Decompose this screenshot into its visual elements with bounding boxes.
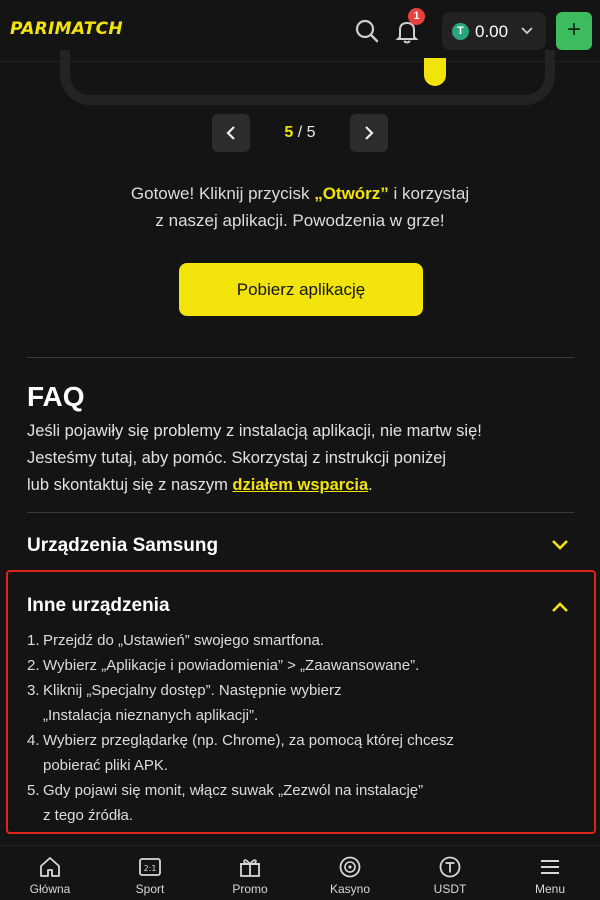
gift-icon [238,855,262,879]
step-number: 4. [27,732,40,749]
slide-separator: / [293,124,307,141]
instruction-steps [27,628,567,828]
faq-line-2: Jesteśmy tutaj, aby pomóc. Skorzystaj z instrukcji poniżej [27,449,447,467]
message-line-2: z naszej aplikacji. Powodzenia w grze! [155,211,445,230]
balance-selector[interactable] [442,12,546,50]
hamburger-menu-icon [538,855,562,879]
nav-label: Promo [232,882,268,896]
nav-item-menu[interactable] [500,846,600,900]
step-item [27,653,567,678]
slide-counter [270,124,330,142]
nav-item-casino[interactable] [300,846,400,900]
step-text: Przejdź do „Ustawień” swojego smartfona. [43,632,324,649]
step-text: Wybierz „Aplikacje i powiadomienia” > „Zaawansowane”. [43,657,420,674]
step-text: Wybierz przeglądarkę (np. Chrome), za pomocą której chcesz [43,732,454,749]
chevron-up-icon[interactable] [550,600,570,614]
prev-slide-button[interactable] [212,114,250,152]
step-text: Kliknij „Specjalny dostęp”. Następnie wybierz [43,682,342,699]
step-item [27,728,567,778]
faq-title: FAQ [27,381,85,412]
faq-divider [27,512,574,513]
tether-icon: T [452,23,469,40]
step-number: 1. [27,632,40,649]
step-text: Gdy pojawi się monit, włącz suwak „Zezwól na instalację” [43,782,424,799]
download-app-button[interactable]: Pobierz aplikację [179,263,423,316]
step-text: pobierać pliki APK. [43,757,169,774]
phone-illustration-accent [424,58,446,86]
balance-value: 0.00 [475,22,509,41]
nav-label: USDT [433,882,467,896]
deposit-add-button[interactable]: + [556,12,592,50]
svg-text:2:1: 2:1 [143,864,157,873]
step-number: 3. [27,682,40,699]
total-slides: 5 [306,124,316,141]
step-text: „Instalacja nieznanych aplikacji”. [43,707,259,724]
home-icon [38,855,62,879]
parimatch-logo[interactable]: PARIMATCH [10,19,123,39]
chevron-left-icon [223,125,239,141]
accordion-title[interactable]: Inne urządzenia [27,595,170,616]
nav-label: Sport [135,882,165,896]
step-number: 2. [27,657,40,674]
nav-item-sport[interactable] [100,846,200,900]
chevron-right-icon [361,125,377,141]
notification-badge: 1 [408,8,425,25]
current-slide: 5 [284,124,294,141]
support-link[interactable]: działem wsparcia [232,476,369,494]
chevron-down-icon[interactable] [550,538,570,552]
bottom-navigation [0,845,600,900]
faq-description [27,418,567,499]
step-item [27,778,567,828]
nav-item-promo[interactable] [200,846,300,900]
faq-line-1: Jeśli pojawiły się problemy z instalacją aplikacji, nie martw się! [27,422,482,440]
step-number: 5. [27,782,40,799]
accordion-title[interactable]: Urządzenia Samsung [27,535,219,556]
nav-label: Główna [29,882,71,896]
nav-item-usdt[interactable] [400,846,500,900]
chevron-down-icon [520,25,534,37]
tether-icon [438,855,462,879]
casino-chip-icon [338,855,362,879]
nav-label: Menu [534,882,566,896]
faq-line-3: lub skontaktuj się z naszym [27,476,233,494]
faq-line-3-suffix: . [368,476,373,494]
message-text: Gotowe! Kliknij przycisk [130,184,315,203]
section-divider [27,357,574,358]
phone-illustration [60,50,555,105]
scoreboard-icon [138,855,162,879]
step-item [27,678,567,728]
step-text: z tego źródła. [43,807,134,824]
message-highlight: „Otwórz” [314,184,389,203]
slide-message [40,180,560,234]
next-slide-button[interactable] [350,114,388,152]
nav-item-home[interactable] [0,846,100,900]
step-item [27,628,567,653]
message-text-2: i korzystaj [388,184,470,203]
search-icon[interactable] [352,16,382,46]
nav-label: Kasyno [329,882,371,896]
